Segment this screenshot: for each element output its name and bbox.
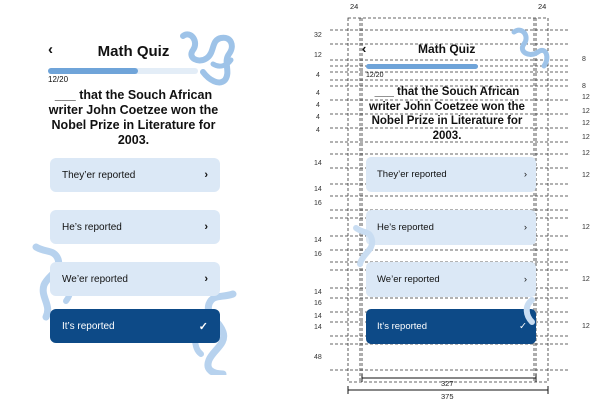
spec-left-label: 4 xyxy=(316,127,320,134)
spec-screen-width: 375 xyxy=(441,392,454,401)
chevron-left-icon: ‹ xyxy=(48,41,53,58)
spec-left-label: 14 xyxy=(314,313,322,320)
spec-chevron-right-icon: › xyxy=(523,274,527,285)
answer-option-2[interactable] xyxy=(50,210,220,244)
layout-spec-diagram xyxy=(300,0,600,403)
spec-right-label: 8 xyxy=(582,83,586,90)
spec-option-label: He’s reported xyxy=(377,222,434,233)
spec-option-label: We’er reported xyxy=(377,274,440,285)
spec-left-label: 16 xyxy=(314,300,322,307)
spec-left-label: 4 xyxy=(316,102,320,109)
spec-guides xyxy=(300,0,600,403)
spec-chevron-right-icon: › xyxy=(523,222,527,233)
spec-right-label: 12 xyxy=(582,120,590,127)
question-text: ___ that the Souch African writer John Coetzee won the Nobel Prize in Literature for 2003. xyxy=(48,88,219,147)
spec-left-label: 16 xyxy=(314,251,322,258)
spec-page-title: Math Quiz xyxy=(418,42,476,56)
spec-right-label: 12 xyxy=(582,224,590,231)
spec-right-label: 12 xyxy=(582,150,590,157)
spec-right-label: 12 xyxy=(582,172,590,179)
spec-question-text: ___ that the Souch African writer John Coetzee won the Nobel Prize in Literature for 2003. xyxy=(369,86,525,142)
spec-left-label: 14 xyxy=(314,289,322,296)
spec-left-label: 4 xyxy=(316,72,320,79)
spec-right-label: 12 xyxy=(582,134,590,141)
spec-left-label: 12 xyxy=(314,52,322,59)
spec-chevron-left-icon: ‹ xyxy=(362,41,367,56)
quiz-screen xyxy=(30,28,237,375)
spec-option-1 xyxy=(377,169,527,180)
spec-option-3 xyxy=(377,274,527,285)
spec-chevron-right-icon: › xyxy=(523,169,527,180)
spec-left-label: 14 xyxy=(314,186,322,193)
spec-left-margin: 24 xyxy=(350,2,359,11)
spec-left-label: 14 xyxy=(314,324,322,331)
chevron-right-icon: › xyxy=(204,169,208,181)
spec-left-label: 48 xyxy=(314,354,322,361)
spec-option-label: They’er reported xyxy=(377,169,447,180)
spec-right-label: 12 xyxy=(582,276,590,283)
progress-bar-fill xyxy=(48,68,138,74)
spec-right-label: 8 xyxy=(582,56,586,63)
spec-content-width: 327 xyxy=(441,379,454,388)
answer-option-label: He’s reported xyxy=(62,221,122,233)
spec-left-label: 4 xyxy=(316,90,320,97)
page-title: Math Quiz xyxy=(97,43,170,60)
check-icon: ✓ xyxy=(198,320,208,333)
answer-option-1[interactable] xyxy=(50,158,220,192)
spec-right-label: 12 xyxy=(582,108,590,115)
spec-right-label: 12 xyxy=(582,94,590,101)
spec-option-4 xyxy=(377,321,527,332)
spec-progress-counter: 12/20 xyxy=(366,72,384,79)
spec-left-label: 4 xyxy=(316,114,320,121)
progress-counter: 12/20 xyxy=(48,75,69,84)
spec-left-label: 14 xyxy=(314,160,322,167)
answer-option-4-selected[interactable] xyxy=(50,309,220,343)
answer-option-label: We’er reported xyxy=(62,273,128,285)
chevron-right-icon: › xyxy=(204,221,208,233)
spec-check-icon: ✓ xyxy=(519,321,527,332)
answer-option-3[interactable] xyxy=(50,262,220,296)
progress-bar xyxy=(48,68,198,74)
spec-right-label: 12 xyxy=(582,323,590,330)
spec-right-margin: 24 xyxy=(538,2,547,11)
spec-left-label: 14 xyxy=(314,237,322,244)
spec-option-label: It’s reported xyxy=(377,321,427,332)
answer-option-label: They’er reported xyxy=(62,169,136,181)
answer-option-label: It’s reported xyxy=(62,320,115,332)
chevron-right-icon: › xyxy=(204,273,208,285)
spec-option-2 xyxy=(377,222,527,233)
spec-left-label: 32 xyxy=(314,32,322,39)
spec-left-label: 16 xyxy=(314,200,322,207)
